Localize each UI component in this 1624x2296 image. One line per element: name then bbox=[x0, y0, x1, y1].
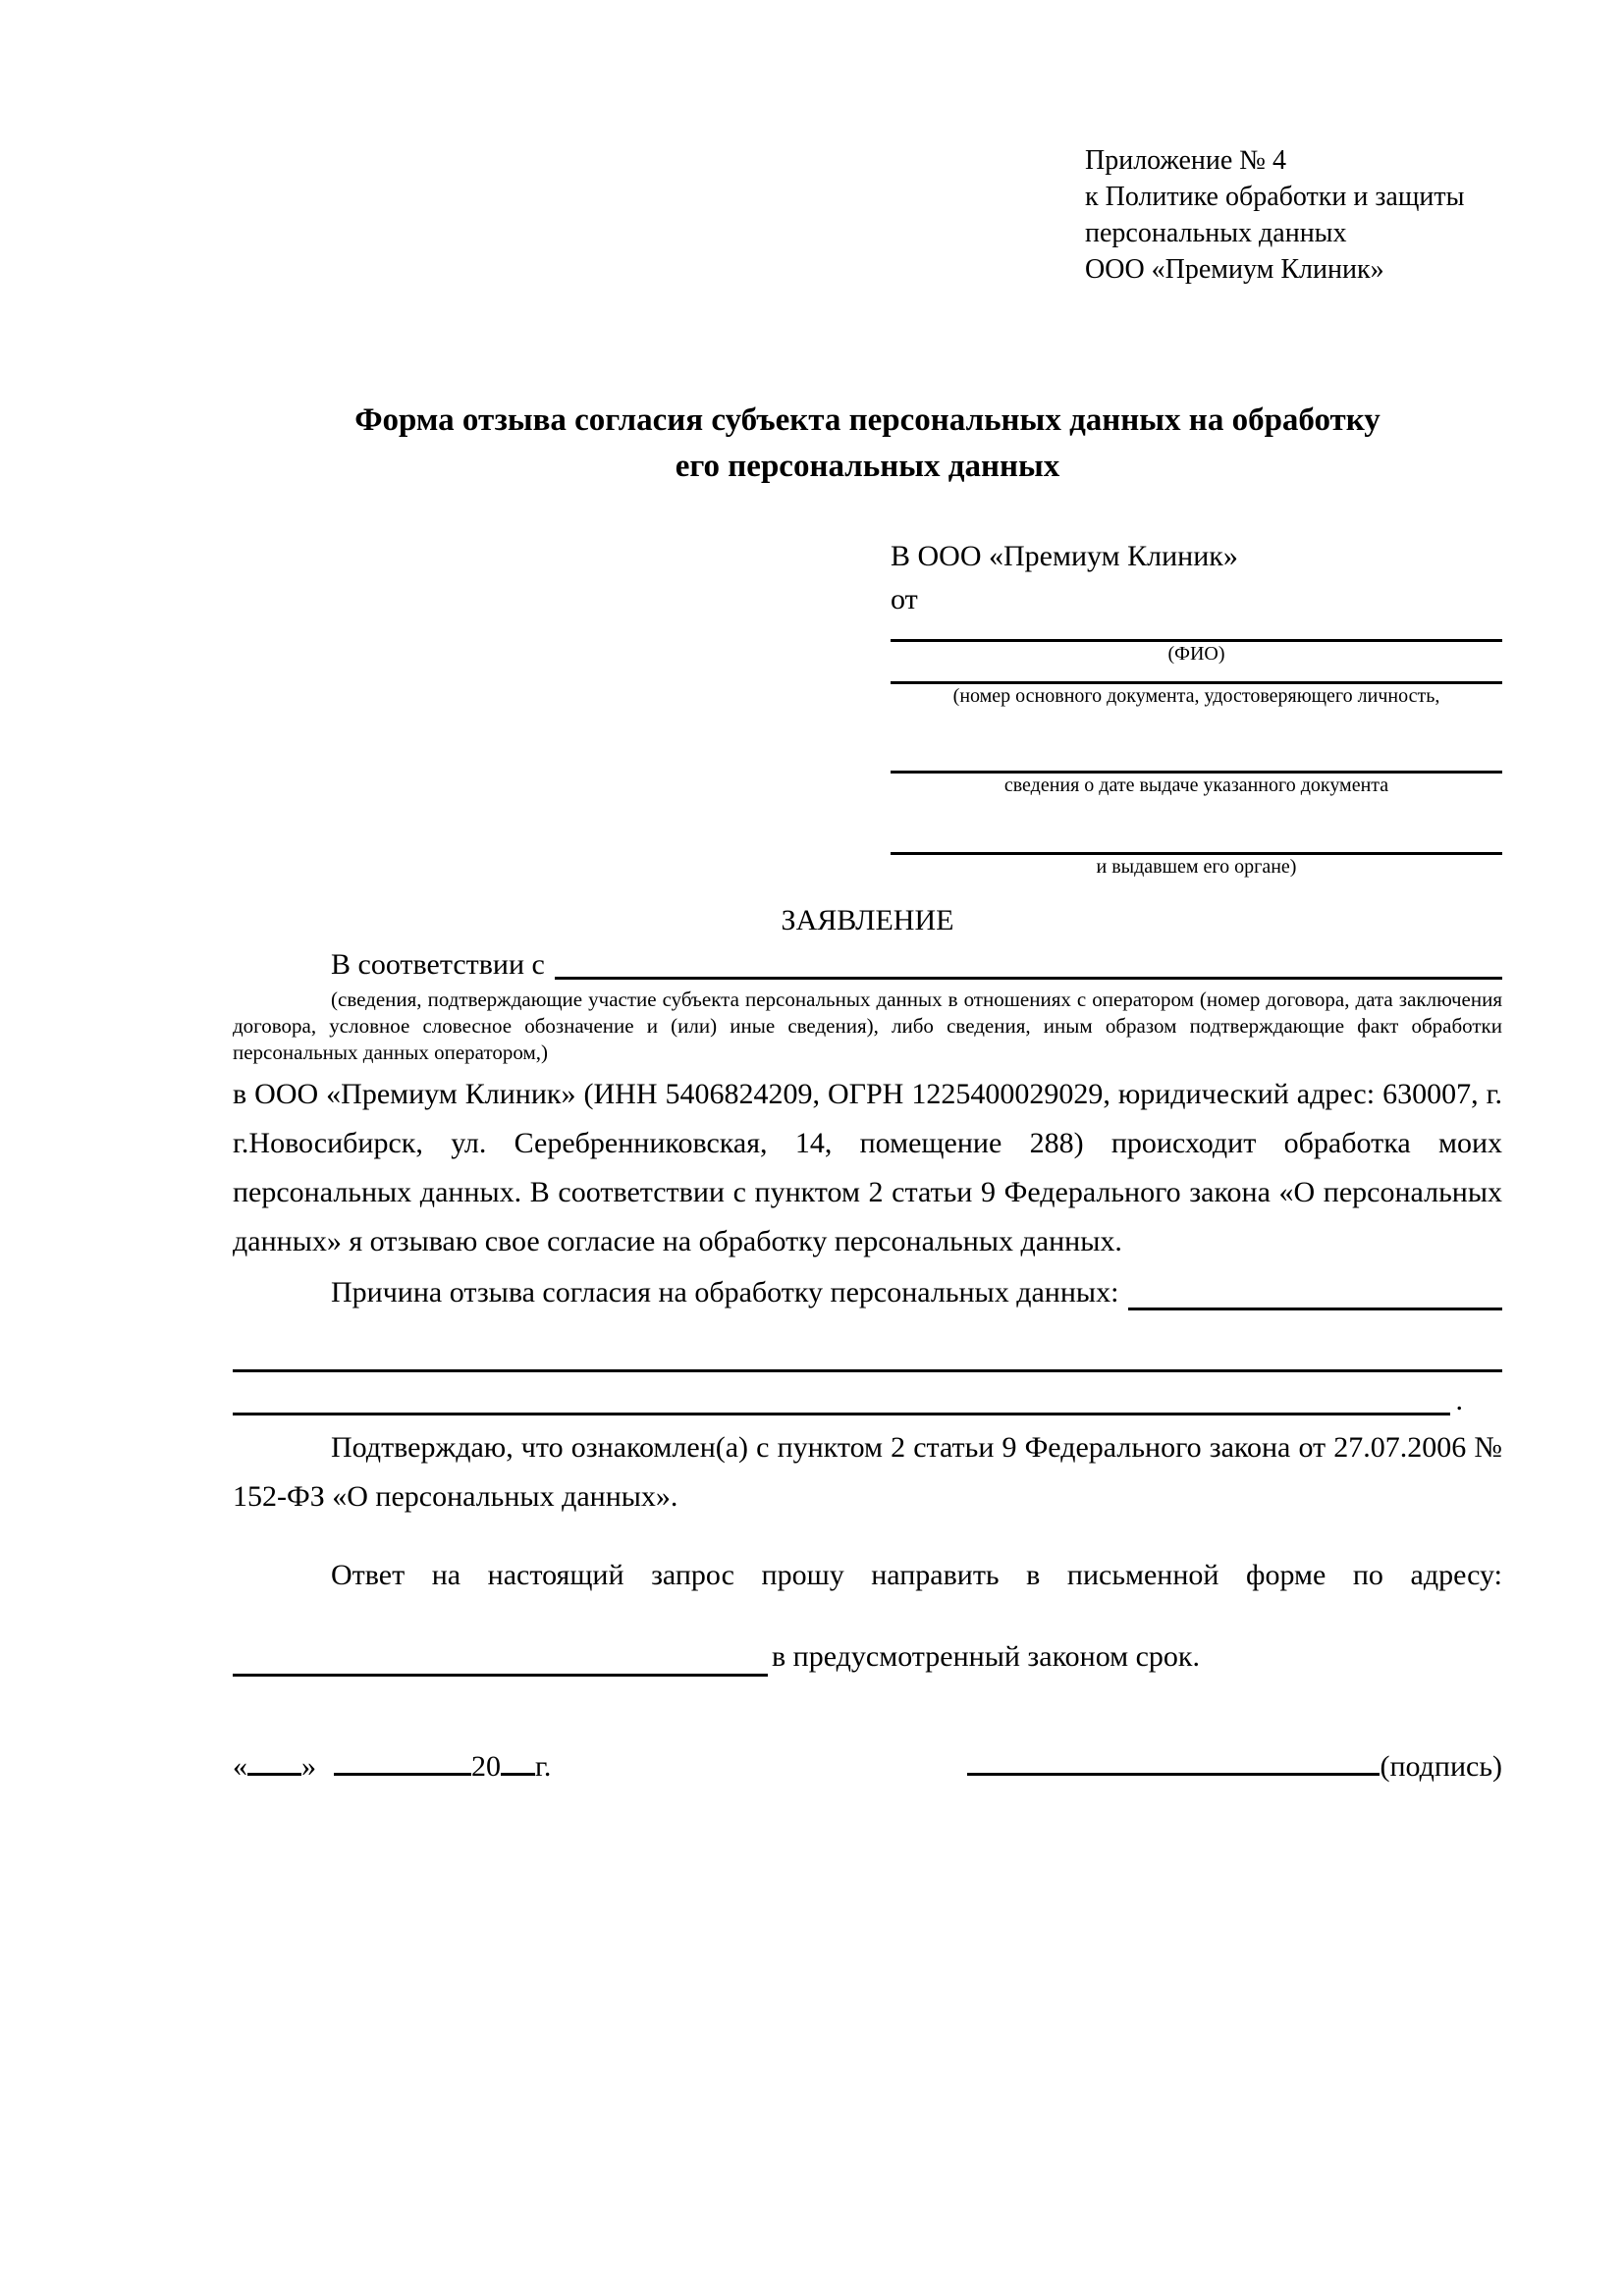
signature-blank-line bbox=[967, 1747, 1380, 1776]
issuing-authority-caption: и выдавшем его органе) bbox=[1096, 856, 1297, 878]
response-address-row bbox=[233, 1629, 1502, 1677]
lead-footnote: (сведения, подтверждающие участие субъекта персональных данных в отношениях с оператором (номер договора, дата заключения договора, условное словесное обозначение и (или) иные сведения), либо сведения, иным образом подтверждающие факт обработки персональных данных оператором,) bbox=[233, 988, 1502, 1064]
date-day-blank bbox=[247, 1747, 301, 1776]
page-title bbox=[233, 398, 1502, 490]
response-request-paragraph: Ответ на настоящий запрос прошу направить в письменной форме по адресу: bbox=[331, 1559, 1502, 1591]
appendix-header bbox=[1085, 142, 1502, 288]
date-year-prefix: 20 bbox=[471, 1750, 501, 1783]
reason-trailing-period: . bbox=[1455, 1384, 1463, 1416]
date-group bbox=[233, 1747, 551, 1784]
date-quote-open: « bbox=[233, 1750, 247, 1783]
statement-body: в ООО «Премиум Клиник» (ИНН 5406824209, ОГРН 1225400029029, юридический адрес: 630007, г. г.Новосибирск, ул. Серебренниковская, 14, помещение 288) происходит обработка моих персональных данных. В соответствии с пунктом 2 статьи 9 Федерального закона «О персональных данных» я отзываю свое согласие на обработку персональных данных. bbox=[233, 1078, 1502, 1257]
appendix-line: Приложение № 4 bbox=[1085, 145, 1286, 176]
document-number-caption: (номер основного документа, удостоверяющего личность, bbox=[952, 685, 1440, 707]
date-month-blank bbox=[334, 1747, 471, 1776]
reason-row bbox=[233, 1266, 1502, 1315]
appendix-line: персональных данных bbox=[1085, 218, 1347, 248]
page-title-line: его персональных данных bbox=[675, 449, 1060, 484]
reason-blank-line-2 bbox=[233, 1315, 1502, 1372]
issuing-authority-blank-line bbox=[891, 797, 1502, 855]
document-number-blank-line bbox=[891, 666, 1502, 684]
document-number-field bbox=[891, 666, 1502, 708]
lead-text: В соответствии с bbox=[331, 948, 545, 981]
reason-blank-line-3 bbox=[233, 1372, 1502, 1415]
response-tail-text: в предусмотренный законом срок. bbox=[772, 1640, 1200, 1673]
address-blank-line bbox=[233, 1627, 768, 1677]
reason-blank-line-3-rule bbox=[233, 1369, 1450, 1415]
date-year-blank bbox=[501, 1747, 535, 1776]
addressee-to: В ООО «Премиум Клиник» bbox=[891, 540, 1238, 572]
addressee-from-label: от bbox=[891, 583, 918, 615]
appendix-line: ООО «Премиум Клиник» bbox=[1085, 254, 1384, 285]
issuing-authority-field bbox=[891, 797, 1502, 879]
fio-field bbox=[891, 621, 1502, 666]
page-title-line: Форма отзыва согласия субъекта персональных данных на обработку bbox=[354, 402, 1380, 438]
statement-heading: ЗАЯВЛЕНИЕ bbox=[781, 904, 954, 936]
issue-date-blank-line bbox=[891, 708, 1502, 774]
lead-row bbox=[233, 941, 1502, 985]
date-signature-row bbox=[233, 1747, 1502, 1784]
fio-caption: (ФИО) bbox=[1167, 643, 1225, 665]
reason-blank-line bbox=[1128, 1308, 1502, 1310]
date-quote-close: » bbox=[301, 1750, 316, 1783]
appendix-line: к Политике обработки и защиты bbox=[1085, 182, 1465, 212]
date-year-suffix: г. bbox=[535, 1750, 552, 1783]
signature-caption: (подпись) bbox=[1380, 1750, 1502, 1783]
fio-blank-line bbox=[891, 621, 1502, 642]
signature-group bbox=[967, 1747, 1502, 1784]
lead-blank-line bbox=[555, 977, 1502, 980]
issue-date-field bbox=[891, 708, 1502, 797]
confirmation-paragraph: Подтверждаю, что ознакомлен(а) с пунктом 2 статьи 9 Федерального закона от 27.07.2006 № 152-ФЗ «О персональных данных». bbox=[233, 1431, 1502, 1513]
reason-label: Причина отзыва согласия на обработку персональных данных: bbox=[331, 1276, 1119, 1308]
addressee-block bbox=[891, 535, 1502, 879]
issue-date-caption: сведения о дате выдаче указанного документа bbox=[1003, 774, 1389, 796]
